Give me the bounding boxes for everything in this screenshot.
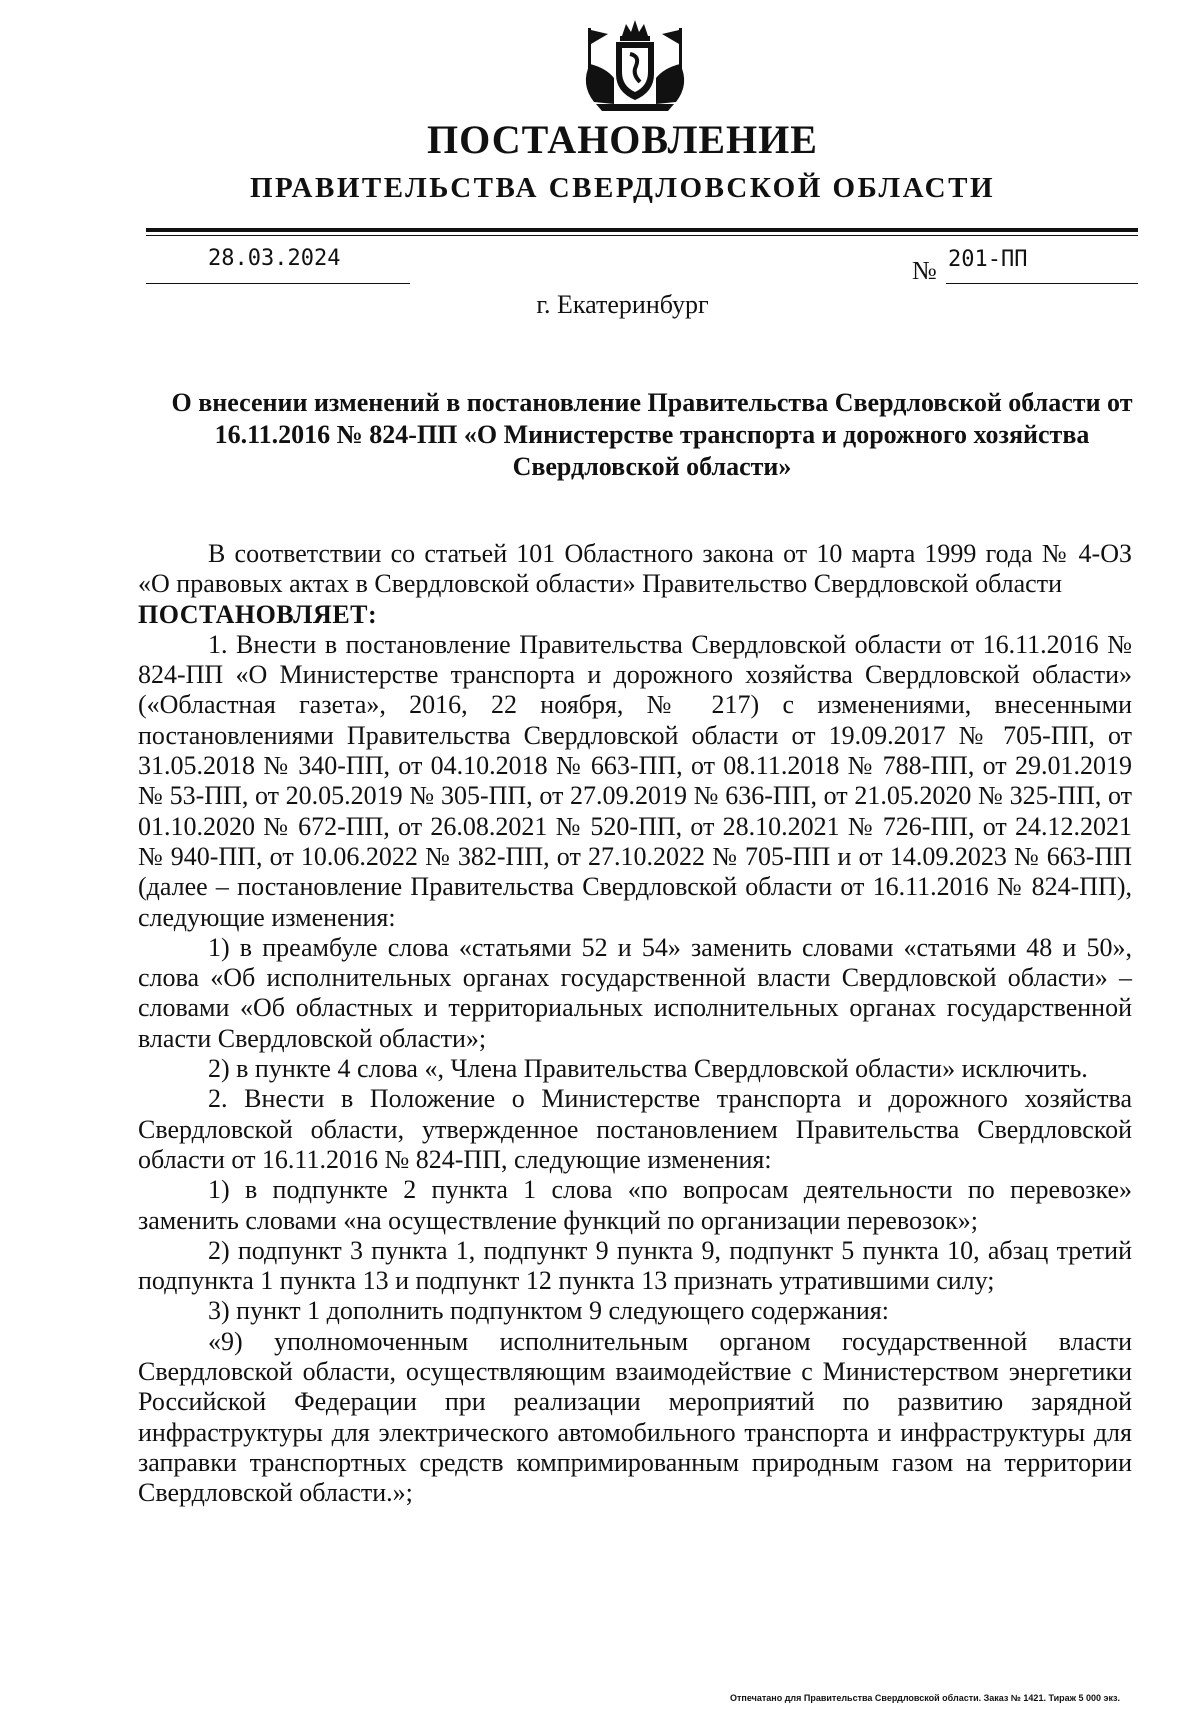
paragraph-2-2: 2) подпункт 3 пункта 1, подпункт 9 пункта 9, подпункт 5 пункта 10, абзац третий подпункта 1 пункта 13 и подпункт 12 пункта 13 признать утратившими силу;: [138, 1235, 1132, 1296]
header-rule-thin: [146, 235, 1138, 236]
paragraph-1: 1. Внести в постановление Правительства Свердловской области от 16.11.2016 № 824-ПП «О Министерстве транспорта и дорожного хозяйства Свердловской области» («Областная газета», 2016, 22 ноября, № 217) с изменениями, внесенными постановлениями Правительства Свердловской области от 19.09.2017 № 705-ПП, от 31.05.2018 № 340-ПП, от 04.10.2018 № 663-ПП, от 08.11.2018 № 788-ПП, от 29.01.2019 № 53-ПП, от 20.05.2019 № 305-ПП, от 27.09.2019 № 636-ПП, от 21.05.2020 № 325-ПП, от 01.10.2020 № 672-ПП, от 26.08.2021 № 520-ПП, от 28.10.2021 № 726-ПП, от 24.12.2021 № 940-ПП, от 10.06.2022 № 382-ПП, от 27.10.2022 № 705-ПП и от 14.09.2023 № 663-ПП (далее – постановление Правительства Свердловской области от 16.11.2016 № 824-ПП), следующие изменения:: [138, 629, 1132, 932]
document-type-title: ПОСТАНОВЛЕНИЕ: [427, 117, 818, 162]
number-underline: [946, 283, 1138, 284]
city: г. Екатеринбург: [536, 290, 709, 319]
decree-word-line: [138, 600, 1132, 630]
coat-of-arms-emblem: [560, 14, 710, 114]
issuing-authority: ПРАВИТЕЛЬСТВА СВЕРДЛОВСКОЙ ОБЛАСТИ: [249, 172, 996, 204]
document-heading: О внесении изменений в постановление Правительства Свердловской области от 16.11.2016 № 824-ПП «О Министерстве транспорта и дорожного хозяйства Свердловской области»: [171, 388, 1133, 481]
preamble-paragraph: [138, 539, 1132, 600]
paragraph-2-3-quote: «9) уполномоченным исполнительным органом государственной власти Свердловской области, осуществляющим взаимодействие с Министерством энергетики Российской Федерации при реализации мероприятий по развитию зарядной инфраструктуры для электрического автомобильного транспорта и инфраструктуры для заправки транспортных средств компримированным природным газом на территории Свердловской области.»;: [138, 1326, 1132, 1508]
document-number: 201-ПП: [948, 247, 1028, 272]
paragraph-2-3: 3) пункт 1 дополнить подпунктом 9 следующего содержания:: [208, 1296, 889, 1326]
decree-word: ПОСТАНОВЛЯЕТ:: [138, 599, 378, 629]
paragraph-1-1: 1) в преамбуле слова «статьями 52 и 54» заменить словами «статьями 48 и 50», слова «Об исполнительных органах государственной власти Свердловской области» – словами «Об областных и территориальных исполнительных органах государственной власти Свердловской области»;: [138, 932, 1132, 1053]
document-body: [138, 539, 1132, 1509]
date-underline: [146, 283, 410, 284]
preamble-text: В соответствии со статьей 101 Областного закона от 10 марта 1999 года № 4-ОЗ «О правовых актах в Свердловской области» Правительство Свердловской области: [138, 539, 1132, 599]
header-rule-thick: [146, 228, 1138, 232]
paragraph-2-1: 1) в подпункте 2 пункта 1 слова «по вопросам деятельности по перевозке» заменить словами «на осуществление функций по организации перевозок»;: [138, 1175, 1132, 1235]
paragraph-2: 2. Внести в Положение о Министерстве транспорта и дорожного хозяйства Свердловской области, утвержденное постановлением Правительства Свердловской области от 16.11.2016 № 824-ПП, следующие изменения:: [138, 1084, 1132, 1174]
paragraph-1-2: 2) в пункте 4 слова «, Члена Правительства Свердловской области» исключить.: [208, 1054, 1088, 1084]
print-footer: Отпечатано для Правительства Свердловской области. Заказ № 1421. Тираж 5 000 экз.: [730, 1693, 1120, 1703]
document-date: 28.03.2024: [208, 246, 341, 271]
number-sign: №: [912, 256, 937, 285]
